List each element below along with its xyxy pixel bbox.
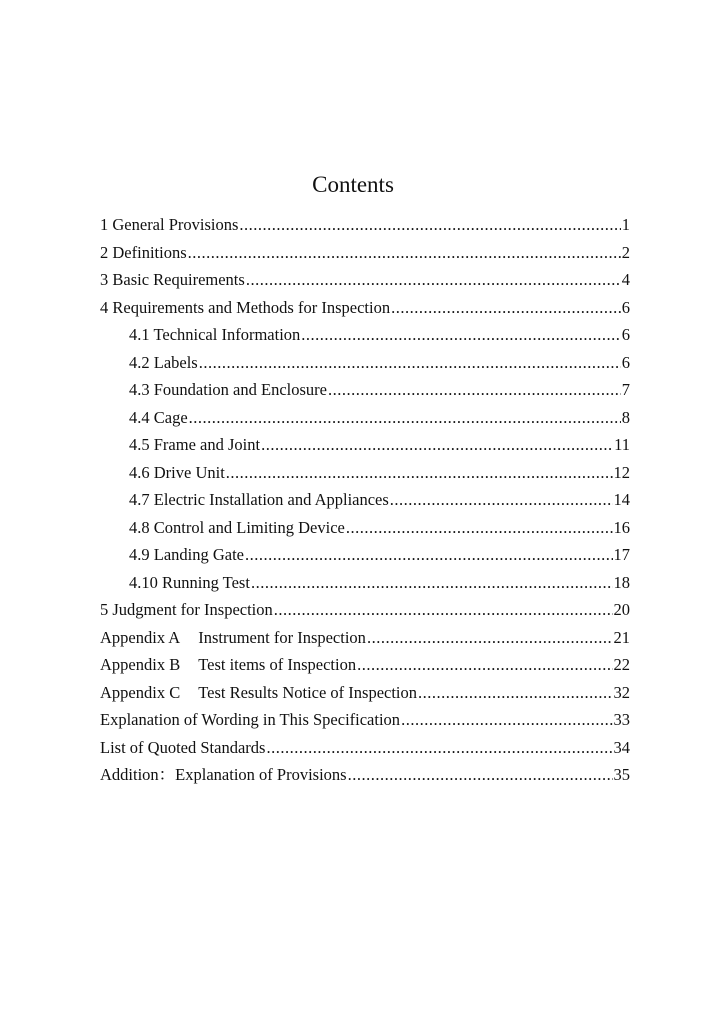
toc-dot-leader xyxy=(251,569,613,597)
toc-entry-section: 4.9 Landing Gate xyxy=(129,545,245,564)
toc-dot-leader xyxy=(188,239,621,267)
toc-dot-leader xyxy=(418,679,612,707)
toc-dot-leader xyxy=(301,321,620,349)
toc-dot-leader xyxy=(266,734,612,762)
toc-entry[interactable] xyxy=(100,734,630,762)
toc-entry-section: 4.10 Running Test xyxy=(129,572,250,592)
toc-entry-section: 5 Judgment for Inspection xyxy=(100,600,273,619)
toc-dot-leader xyxy=(199,349,621,377)
toc-entry-section: 4.4 Cage xyxy=(129,407,188,427)
toc-page-number: 8 xyxy=(621,407,630,427)
toc-entry-section: 4.2 Labels xyxy=(129,352,198,372)
toc-entry-title xyxy=(100,734,265,762)
toc-dot-leader xyxy=(348,761,613,789)
toc-entry-section: Appendix A xyxy=(100,627,181,647)
toc-dot-leader xyxy=(328,376,621,404)
toc-entry-section: 4.7 Electric Installation and Appliances xyxy=(129,490,389,509)
toc-page-number: 33 xyxy=(613,710,630,729)
toc-dot-leader xyxy=(390,486,613,514)
toc-entry[interactable] xyxy=(100,761,630,789)
toc-page-number: 20 xyxy=(613,600,630,619)
toc-entry-title xyxy=(100,294,390,322)
toc-entry-title xyxy=(129,321,300,349)
toc-entry-subtitle: Test Results Notice of Inspection xyxy=(198,682,418,702)
toc-entry-section: Addition：Explanation of Provisions xyxy=(100,765,347,784)
toc-entry-section: 4.8 Control and Limiting Device xyxy=(129,517,345,537)
toc-entry-title xyxy=(100,761,347,789)
toc-page-number: 22 xyxy=(613,655,630,674)
toc-entry-title xyxy=(129,376,327,404)
toc-dot-leader xyxy=(189,404,621,432)
toc-entry[interactable] xyxy=(100,431,630,459)
toc-dot-leader xyxy=(346,514,613,542)
toc-entry-section: 4.6 Drive Unit xyxy=(129,462,225,482)
toc-entry-title xyxy=(129,569,250,597)
toc-entry-title xyxy=(129,404,188,432)
toc-entry-title xyxy=(129,431,260,459)
toc-entry[interactable] xyxy=(100,541,630,569)
toc-page-number: 32 xyxy=(613,682,630,702)
toc-dot-leader xyxy=(239,211,620,239)
toc-page-number: 17 xyxy=(613,545,630,564)
toc-page-number: 16 xyxy=(613,517,630,537)
toc-page-number: 2 xyxy=(621,242,630,262)
toc-entry-title xyxy=(100,596,273,624)
toc-entry-title xyxy=(100,239,187,267)
toc-entry[interactable] xyxy=(100,651,630,679)
toc-entry-title xyxy=(129,459,225,487)
toc-dot-leader xyxy=(391,294,621,322)
toc-dot-leader xyxy=(274,596,613,624)
toc-page-number: 6 xyxy=(621,325,630,344)
toc-page-number: 1 xyxy=(621,215,630,234)
toc-entry[interactable] xyxy=(100,239,630,267)
toc-dot-leader xyxy=(226,459,613,487)
toc-page-number: 6 xyxy=(621,297,630,317)
toc-entry-title xyxy=(129,541,244,569)
toc-page-number: 7 xyxy=(621,380,630,399)
toc-page-number: 21 xyxy=(613,627,630,647)
toc-page-number: 6 xyxy=(621,352,630,372)
toc-entry[interactable] xyxy=(100,514,630,542)
toc-entry-section: 1 General Provisions xyxy=(100,215,239,234)
toc-dot-leader xyxy=(246,266,621,294)
toc-page-number: 35 xyxy=(613,765,630,784)
toc-dot-leader xyxy=(401,706,612,734)
toc-entry-section: 4.1 Technical Information xyxy=(129,325,301,344)
toc-entry-title xyxy=(129,349,198,377)
toc-page-number: 34 xyxy=(613,737,630,757)
toc-entry[interactable] xyxy=(100,211,630,239)
toc-entry[interactable] xyxy=(100,596,630,624)
toc-entry-subtitle: Test items of Inspection xyxy=(198,655,357,674)
toc-dot-leader xyxy=(261,431,613,459)
toc-entry-title xyxy=(100,211,238,239)
toc-entry[interactable] xyxy=(100,321,630,349)
toc-entry-section: 2 Definitions xyxy=(100,242,187,262)
toc-entry[interactable] xyxy=(100,349,630,377)
toc-entry-subtitle: Instrument for Inspection xyxy=(198,627,366,647)
toc-entry-section: List of Quoted Standards xyxy=(100,737,266,757)
toc-entry-section: Appendix B xyxy=(100,655,181,674)
toc-entry-section: 4.5 Frame and Joint xyxy=(129,435,261,454)
toc-dot-leader xyxy=(357,651,612,679)
toc-dot-leader xyxy=(367,624,613,652)
toc-page-number: 14 xyxy=(613,490,630,509)
toc-page-number: 11 xyxy=(614,435,630,454)
toc-entry-title xyxy=(100,266,245,294)
toc-page-number: 4 xyxy=(621,270,630,289)
toc-page-number: 12 xyxy=(613,462,630,482)
toc-entry[interactable] xyxy=(100,486,630,514)
toc-entry[interactable] xyxy=(100,376,630,404)
toc-entry[interactable] xyxy=(100,624,630,652)
toc-entry-title xyxy=(129,486,389,514)
toc-entry-section: 4 Requirements and Methods for Inspection xyxy=(100,297,391,317)
toc-entry-title xyxy=(100,651,356,679)
toc-entry[interactable] xyxy=(100,679,630,707)
toc-entry[interactable] xyxy=(100,266,630,294)
toc-entry[interactable] xyxy=(100,459,630,487)
toc-entry-title xyxy=(100,679,417,707)
toc-entry[interactable] xyxy=(100,294,630,322)
table-of-contents xyxy=(100,211,630,789)
toc-entry-section: Appendix C xyxy=(100,682,181,702)
toc-dot-leader xyxy=(245,541,612,569)
toc-entry[interactable] xyxy=(100,569,630,597)
toc-entry[interactable] xyxy=(100,404,630,432)
toc-entry-section: 4.3 Foundation and Enclosure xyxy=(129,380,327,399)
toc-entry[interactable] xyxy=(100,706,630,734)
toc-entry-title xyxy=(100,624,366,652)
page-title: Contents xyxy=(312,172,394,197)
toc-entry-title xyxy=(100,706,400,734)
toc-entry-section: Explanation of Wording in This Specification xyxy=(100,710,401,729)
toc-entry-title xyxy=(129,514,345,542)
toc-entry-section: 3 Basic Requirements xyxy=(100,270,245,289)
toc-page-number: 18 xyxy=(613,572,630,592)
